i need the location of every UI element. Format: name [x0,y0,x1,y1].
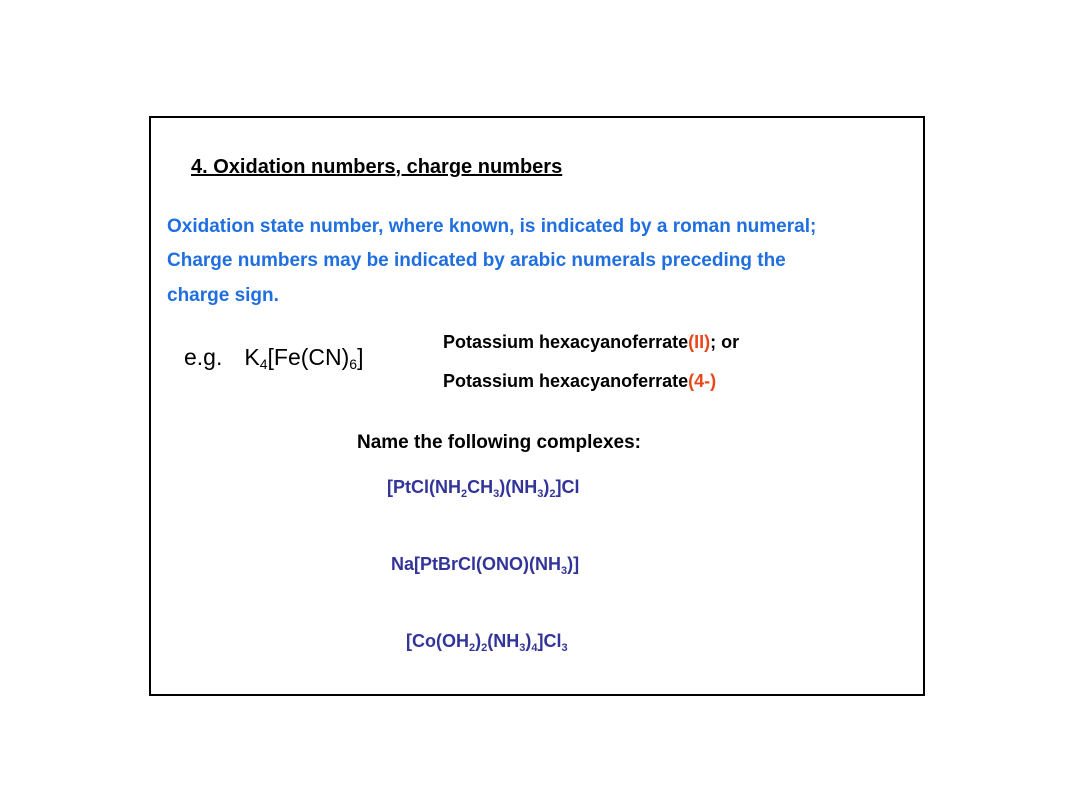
example-prefix: e.g. [184,344,223,370]
description-line-1: Oxidation state number, where known, is indicated by a roman numeral; [167,216,817,237]
complex-formula-1: $[PtCl(NH_2CH_3)(NH_3)_2]Cl$ [387,477,580,500]
description-line-3: charge sign. [167,285,279,306]
example-name-charge: Potassium hexacyanoferrate(4-) [443,371,717,391]
example-name-oxidation: Potassium hexacyanoferrate(II); or [443,332,740,352]
example-formula: e.g. $K_4[Fe(CN)_6]$ [184,344,364,372]
complex-formula-2: $Na[PtBrCl(ONO)(NH_3)]$ [391,554,580,577]
description-line-2: Charge numbers may be indicated by arabic numerals preceding the [167,250,786,271]
complex-formula-3: $[Co(OH_2)_2(NH_3)_4]Cl_3$ [406,631,568,654]
slide-heading: 4. Oxidation numbers, charge numbers [191,156,563,178]
exercise-prompt: Name the following complexes: [357,432,641,453]
slide-frame [149,116,925,696]
